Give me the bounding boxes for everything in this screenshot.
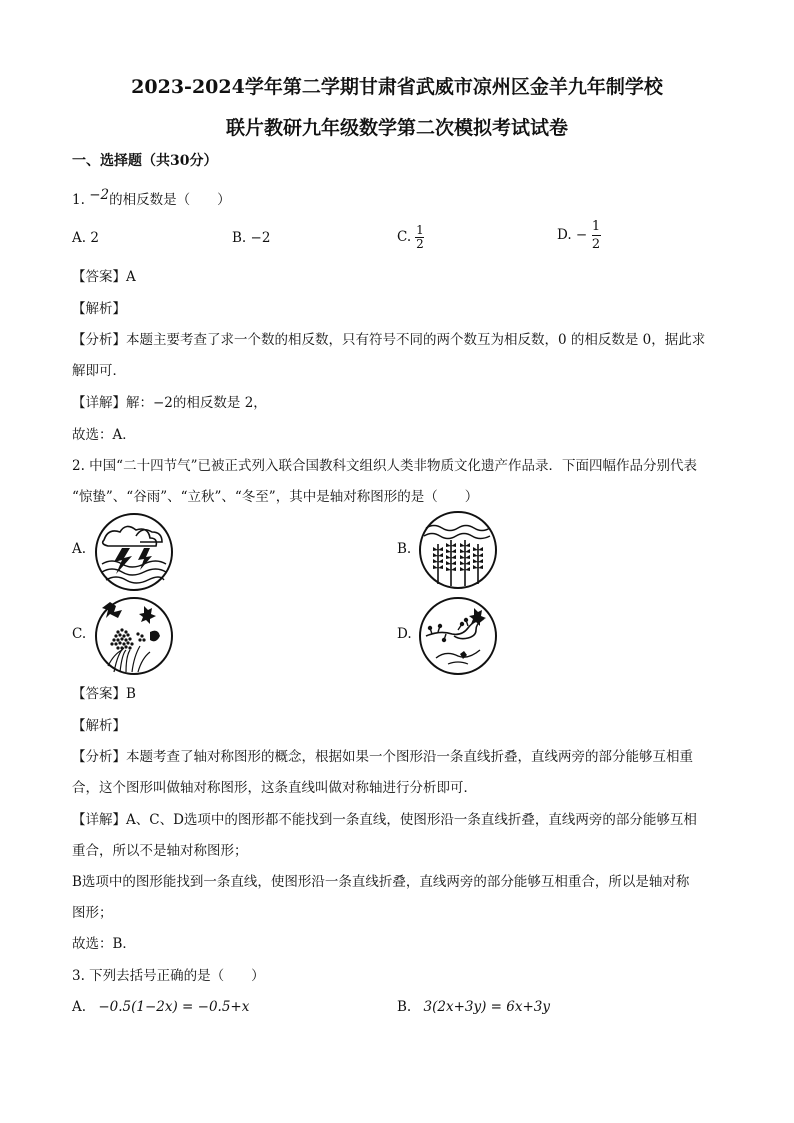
- q3-option-b: [397, 999, 550, 1015]
- q2-detail-line2: 重合，所以不是轴对称图形；: [72, 843, 248, 859]
- q2-option-b-label: B.: [397, 541, 412, 557]
- q2-option-d-label: D.: [397, 626, 412, 642]
- q1-option-a: A. 2: [72, 230, 99, 246]
- q1-option-d: [557, 218, 601, 253]
- page-title-line1: 2023-2024学年第二学期甘肃省武威市凉州区金羊九年制学校: [131, 76, 663, 98]
- q1-option-d-denominator: 2: [591, 237, 601, 252]
- q3-stem: 3. 下列去括号正确的是（ ）: [72, 968, 265, 984]
- wheat-leaves-icon: [94, 596, 174, 676]
- section-heading: 一、选择题（共30分）: [72, 153, 218, 169]
- q1-stem: [72, 188, 231, 208]
- q1-analysis-heading: 【解析】: [72, 301, 126, 317]
- q1-option-d-fraction: [592, 218, 601, 253]
- q2-analysis-heading: 【解析】: [72, 718, 126, 734]
- q2-detail-line3: B选项中的图形能找到一条直线，使图形沿一条直线折叠，直线两旁的部分能够互相重合，所以是轴对称: [72, 874, 690, 890]
- q1-choice: 故选：A．: [72, 427, 136, 443]
- q2-choice: 故选：B．: [72, 936, 136, 952]
- q3-option-a-label: A.: [72, 999, 87, 1015]
- q3-option-b-label: B.: [397, 999, 412, 1015]
- q1-stem-text: 的相反数是（ ）: [109, 192, 231, 208]
- q1-option-c-denominator: 2: [416, 237, 424, 251]
- q1-option-d-numerator: 1: [591, 219, 601, 234]
- q1-option-c-numerator: 1: [416, 223, 424, 237]
- page-title-line2: 联片教研九年级数学第二次模拟考试试卷: [225, 117, 568, 139]
- q1-option-c-fraction: [415, 224, 424, 251]
- q1-option-b: B. −2: [232, 230, 271, 246]
- rice-plants-icon: [418, 510, 498, 590]
- q2-analysis-line1: 【分析】本题考查了轴对称图形的概念，根据如果一个图形沿一条直线折叠，直线两旁的部分能够互相重: [72, 749, 693, 765]
- q1-option-c: [397, 224, 424, 251]
- q3-option-a: [72, 999, 249, 1015]
- q2-detail-line1: 【详解】A、C、D选项中的图形都不能找到一条直线，使图形沿一条直线折叠，直线两旁的部分能够互相: [72, 812, 697, 828]
- q1-analysis-line1: 【分析】本题主要考查了求一个数的相反数，只有符号不同的两个数互为相反数，0 的相反数是 0，据此求: [72, 332, 706, 348]
- thunder-cloud-icon: [94, 512, 174, 592]
- q2-analysis-line2: 合，这个图形叫做轴对称图形，这条直线叫做对称轴进行分析即可．: [72, 780, 477, 796]
- q2-option-a-label: A.: [72, 541, 87, 557]
- q3-option-b-expr: 3(2x+3y) = 6x+3y: [423, 999, 550, 1015]
- q1-detail: 【详解】解：−2的相反数是 2，: [72, 395, 267, 411]
- q2-detail-line4: 图形；: [72, 905, 113, 921]
- q2-stem-line1: 2. 中国“二十四节气”已被正式列入联合国教科文组织人类非物质文化遗产作品录．下面四幅作品分别代表: [72, 458, 697, 474]
- snowy-branch-icon: [418, 596, 498, 676]
- q1-option-d-label: D. −: [557, 227, 588, 243]
- q2-stem-line2: “惊蛰”、“谷雨”、“立秋”、“冬至”，其中是轴对称图形的是（ ）: [72, 489, 479, 505]
- q2-option-c-label: C.: [72, 626, 87, 642]
- q1-option-c-label: C.: [397, 229, 412, 245]
- q1-analysis-line2: 解即可．: [72, 363, 126, 379]
- q2-answer: 【答案】B: [72, 686, 136, 702]
- q1-answer: 【答案】A: [72, 269, 136, 285]
- q1-number: 1.: [72, 192, 85, 208]
- q1-stem-math: −2: [89, 187, 110, 203]
- q3-option-a-expr: −0.5(1−2x) = −0.5+x: [98, 999, 250, 1015]
